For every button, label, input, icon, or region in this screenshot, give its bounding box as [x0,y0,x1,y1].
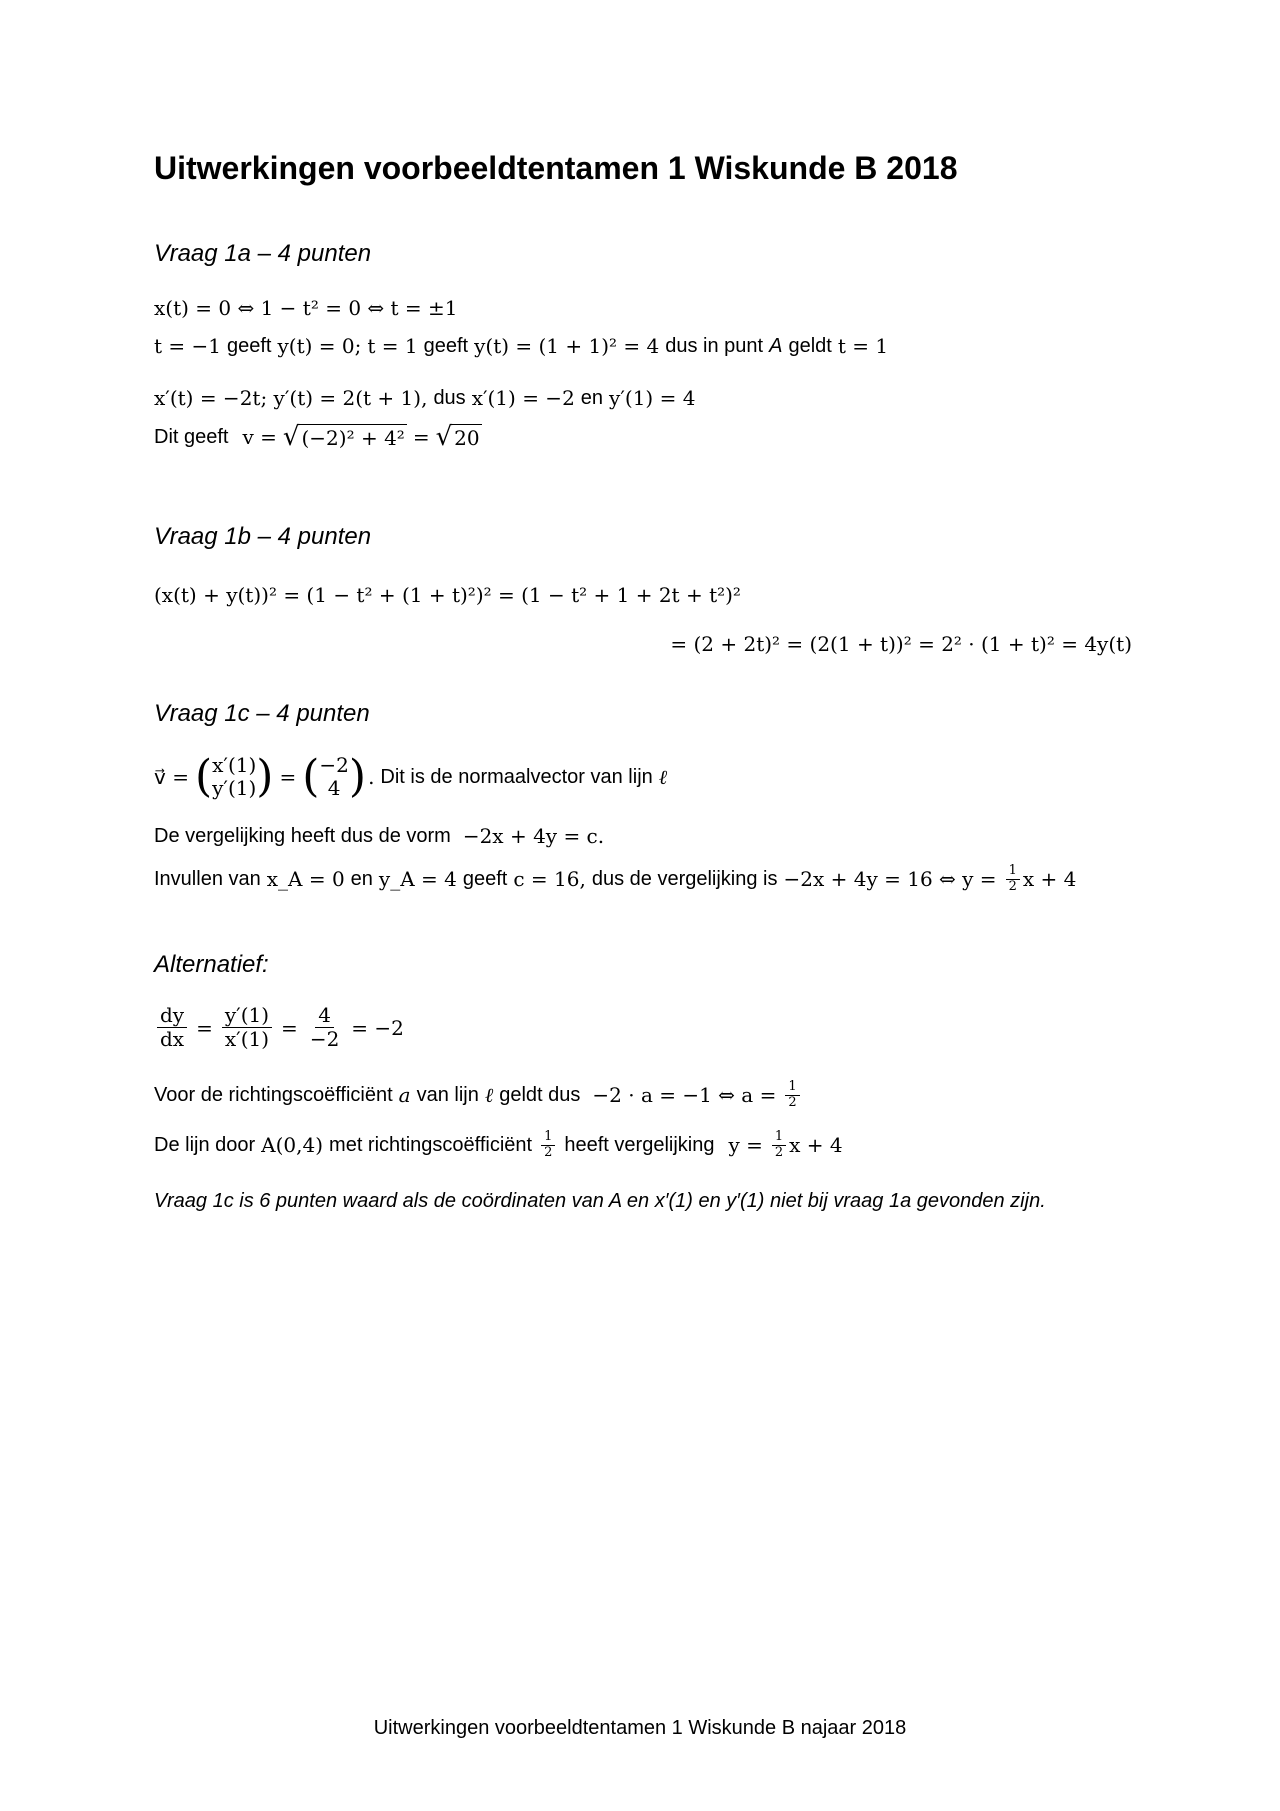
q1a-xprime: x′(1) = −2 [471,386,575,410]
q1a-line-2 [154,334,888,358]
q1a-text-e: geeft [423,334,469,357]
alt-result: = −2 [351,1015,404,1040]
q1b-line-2 [670,632,1132,656]
alt-dy: dy [157,1004,187,1028]
alt-van-lijn-text: van lijn [416,1083,479,1106]
q1c-result-end: x + 4 [1022,867,1077,892]
q1c-ya: y_A = 4 [378,867,457,892]
alt-point-a: A(0,4) [261,1133,324,1158]
q1c-vector-2: ( −2 4 ) [302,751,367,802]
q1c-en-text: en [350,867,373,890]
alt-four: 4 [315,1004,334,1028]
alt-line-door-text: De lijn door [154,1133,256,1156]
alt-a-den: 2 [788,1094,797,1110]
q1c-vector-2-bottom: 4 [327,776,341,800]
page-footer: Uitwerkingen voorbeeldtentamen 1 Wiskunde B najaar 2018 [373,1717,907,1739]
q1c-form-text: De vergelijking heeft dus de vorm [154,824,451,847]
q1a-sqrt-1: √ (−2)² + 4² [282,422,405,452]
q1b-line-1 [154,583,741,607]
q1c-vector-2-top: −2 [319,753,349,777]
q1a-text-b: geeft [227,334,272,357]
heading-vraag-1a: Vraag 1a – 4 punten [154,240,372,267]
page-title: Uitwerkingen voorbeeldtentamen 1 Wiskunde B 2018 [154,150,958,186]
q1c-geeft-text: geeft [462,867,508,890]
q1c-half-fraction [1006,864,1020,895]
alt-dx: dx [160,1027,185,1051]
q1c-result-eq: −2x + 4y = 16 ⇔ y = [783,867,997,892]
q1c-c-value: c = 16, [513,867,586,892]
alt-xprime: x′(1) [224,1027,270,1051]
q1a-math-c: y(t) = 0; [277,334,362,358]
q1a-text-dus: dus [433,386,466,409]
alt-minus-two: −2 [309,1027,340,1051]
alt-a: a [398,1083,411,1108]
alt-eq-2: = [281,1015,298,1040]
q1a-line-3 [154,386,695,410]
q1a-eq-1: x(t) = 0 ⇔ 1 − t² = 0 ⇔ t = ±1 [154,296,458,320]
heading-alternatief: Alternatief: [154,951,269,978]
q1c-line-3 [154,864,1076,895]
alt-geldt-text: geldt dus [499,1083,581,1106]
q1a-eq-sign: = [412,425,430,449]
alt-dydx-fraction [157,1004,187,1051]
q1c-vector-1: ( x′(1) y′(1) ) [194,751,274,802]
q1c-vector-1-bottom: y′(1) [212,776,257,800]
alt-final-den: 2 [774,1144,784,1160]
q1c-line-1 [154,751,668,802]
heading-vraag-1b: Vraag 1b – 4 punten [154,523,372,550]
q1c-eq-sign: = [279,765,297,789]
alt-line-3 [154,1130,843,1161]
q1a-text-g: dus in punt [665,334,764,357]
alt-line-l: ℓ [484,1082,494,1107]
alt-value-fraction [307,1004,342,1051]
alt-rc-num: 1 [541,1130,555,1146]
q1c-period: . [368,765,375,789]
alt-a-num: 1 [785,1080,799,1096]
q1a-v-eq: v = [242,425,277,449]
alt-met-rc-text: met richtingscoëfficiënt [329,1133,533,1156]
alt-line-2 [154,1080,803,1111]
alt-derivative-fraction [222,1004,272,1051]
alt-final-fraction [772,1130,786,1161]
alt-a-equation: −2 · a = −1 ⇔ a = [592,1083,777,1108]
alt-y-eq: y = [728,1133,763,1158]
q1a-line-1 [154,296,458,320]
q1c-line-l: ℓ [658,764,668,789]
q1a-text-en: en [580,386,604,409]
alt-heeft-text: heeft vergelijking [564,1133,715,1156]
q1a-text-i: geldt [788,334,832,357]
q1a-sqrt-2-content: 20 [454,426,480,450]
q1c-half-den: 2 [1008,878,1017,894]
alt-rc-text: Voor de richtingscoëfficiënt [154,1083,393,1106]
alt-rc-den: 2 [544,1144,553,1160]
q1c-normal-text: Dit is de normaalvector van lijn [380,765,653,788]
q1a-sqrt-1-content: (−2)² + 4² [301,426,405,450]
q1a-math-a: t = −1 [154,334,221,358]
q1c-vector-1-top: x′(1) [212,753,257,777]
q1a-line-4 [154,424,482,450]
q1a-yprime: y′(1) = 4 [609,386,696,410]
alt-rc-fraction [541,1130,555,1161]
q1b-eq-2: = (2 + 2t)² = (2(1 + t))² = 2² · (1 + t)² = 4y(t) [670,632,1132,656]
q1c-form-eq: −2x + 4y = c. [462,824,605,848]
q1c-invullen-text: Invullen van [154,867,261,890]
q1c-line-2 [154,824,604,848]
alt-final-num: 1 [772,1130,786,1146]
q1c-half-num: 1 [1006,864,1020,880]
q1a-derivatives: x′(t) = −2t; y′(t) = 2(t + 1), [154,386,428,410]
alt-line-1 [154,1004,404,1051]
q1c-v-vector: v⃗ = [154,765,189,789]
q1c-xa: x_A = 0 [266,867,345,892]
q1a-math-f: y(t) = (1 + 1)² = 4 [474,334,660,358]
heading-vraag-1c: Vraag 1c – 4 punten [154,700,370,727]
q1a-math-j: t = 1 [837,334,889,358]
q1a-sqrt-2: √ 20 [435,422,480,452]
q1a-text-dit-geeft: Dit geeft [154,425,229,448]
scoring-note: Vraag 1c is 6 punten waard als de coördinaten van A en x′(1) en y′(1) niet bij vraag 1a gevonden zijn. [154,1190,1046,1212]
alt-a-fraction [785,1080,799,1111]
alt-eq-1: = [196,1015,213,1040]
q1a-math-d: t = 1 [367,334,418,358]
q1a-point-a: A [769,334,783,357]
q1c-dus-text: dus de vergelijking is [591,867,778,890]
alt-yprime: y′(1) [222,1004,272,1028]
q1b-eq-1: (x(t) + y(t))² = (1 − t² + (1 + t)²)² = (1 − t² + 1 + 2t + t²)² [154,583,741,607]
alt-final-end: x + 4 [789,1133,843,1158]
